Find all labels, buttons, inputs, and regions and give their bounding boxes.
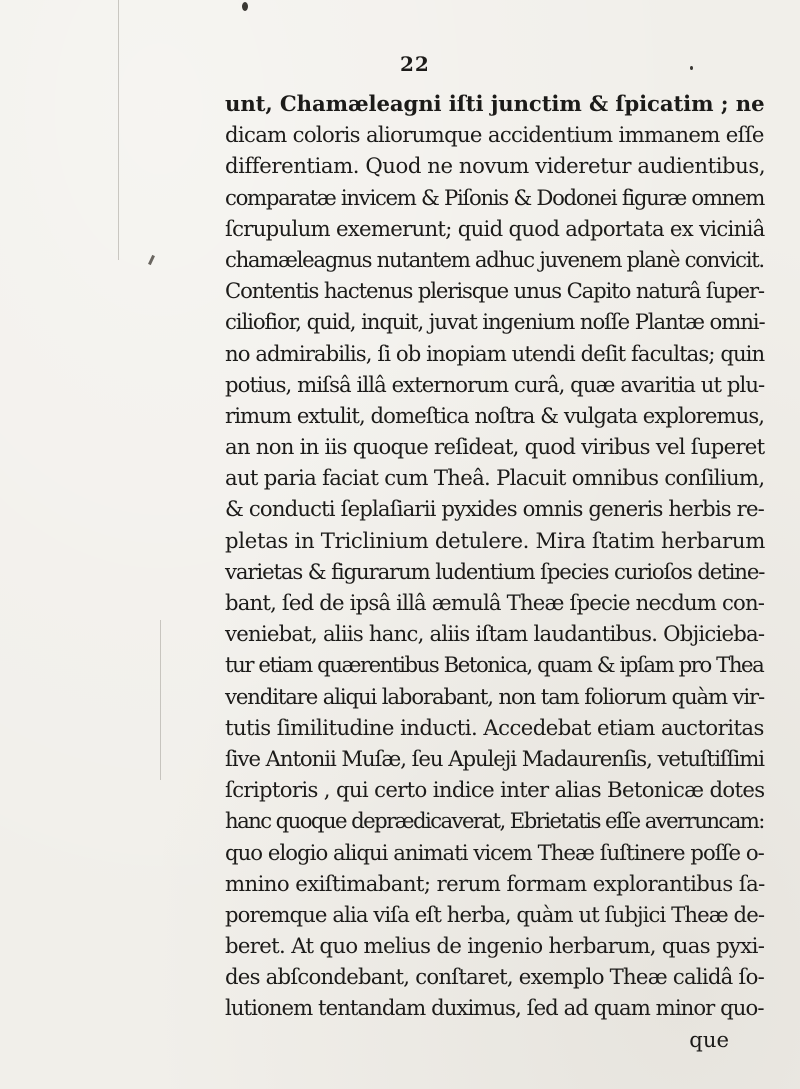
text-line: ſcrupulum exemerunt; quid quod adportata ex viciniâ: [225, 215, 765, 241]
text-line: tur etiam quærentibus Betonica, quam & ipſam pro Thea: [225, 652, 764, 678]
text-line: bant, ſed de ipsâ illâ æmulâ Theæ ſpecie necdum con-: [225, 590, 765, 615]
text-line: mnino exiſtimabant; rerum formam explorantibus ſa-: [225, 870, 765, 896]
latin-text-body: [225, 88, 765, 1055]
text-line: poremque alia viſa eſt herba, quàm ut ſubjici Theæ de-: [225, 901, 765, 927]
text-line: no admirabilis, ſi ob inopiam utendi deſit facultas; quin: [225, 340, 765, 366]
paper-crease: [118, 0, 119, 260]
text-line: unt, Chamæleagni iſti junctim & ſpicatim ; ne: [225, 91, 765, 116]
text-line: potius, miſsâ illâ externorum curâ, quæ avaritia ut plu-: [225, 371, 765, 397]
text-line: aut paria faciat cum Theâ. Placuit omnibus conſilium,: [225, 465, 765, 491]
text-line: ſive Antonii Muſæ, ſeu Apuleji Madaurenſis, vetuſtiſſimi: [225, 745, 765, 771]
text-line: ſcriptoris , qui certo indice inter alias Betonicæ dotes: [225, 777, 765, 803]
ink-speck: [242, 2, 248, 11]
catchword: que: [689, 1026, 729, 1052]
ink-speck: [690, 66, 693, 70]
text-line: differentiam. Quod ne novum videretur audientibus,: [225, 153, 766, 179]
text-line: pletas in Triclinium detulere. Mira ſtatim herbarum: [225, 527, 765, 553]
page-number: 22: [400, 52, 430, 76]
text-line: des abſcondebant, conſtaret, exemplo Theæ calidâ ſo-: [225, 964, 764, 990]
text-line: tutis ſimilitudine inducti. Accedebat etiam auctoritas: [225, 714, 764, 740]
text-line: venditare aliqui laborabant, non tam foliorum quàm vir-: [225, 683, 765, 709]
text-line: hanc quoque deprædicaverat, Ebrietatis eſſe averruncam:: [225, 808, 764, 834]
text-line: beret. At quo melius de ingenio herbarum, quas pyxi-: [225, 933, 765, 959]
text-line: dicam coloris aliorumque accidentium immanem eſſe: [225, 122, 764, 148]
text-line: & conducti ſeplaſiarii pyxides omnis generis herbis re-: [225, 496, 764, 522]
text-line: quo elogio aliqui animati vicem Theæ ſuſtinere poſſe o-: [225, 839, 764, 865]
text-line: an non in iis quoque reſideat, quod viribus vel ſuperet: [225, 434, 765, 460]
margin-mark: [148, 255, 155, 265]
paper-crease: [160, 620, 161, 780]
text-line: lutionem tentandam duximus, ſed ad quam minor quo-: [225, 995, 764, 1021]
text-line: varietas & figurarum ludentium ſpecies curioſos detine-: [225, 558, 765, 584]
text-line: chamæleagnus nutantem adhuc juvenem planè convicit.: [225, 246, 764, 272]
text-line: rimum extulit, domeſtica noſtra & vulgata exploremus,: [225, 402, 765, 428]
text-line: veniebat, aliis hanc, aliis iſtam laudantibus. Objicieba-: [225, 621, 765, 647]
text-line: ciliofior, quid, inquit, juvat ingenium noſſe Plantæ omni-: [225, 309, 765, 335]
text-line: Contentis hactenus plerisque unus Capito naturâ ſuper-: [225, 278, 764, 304]
text-line: comparatæ invicem & Piſonis & Dodonei figuræ omnem: [225, 184, 765, 210]
